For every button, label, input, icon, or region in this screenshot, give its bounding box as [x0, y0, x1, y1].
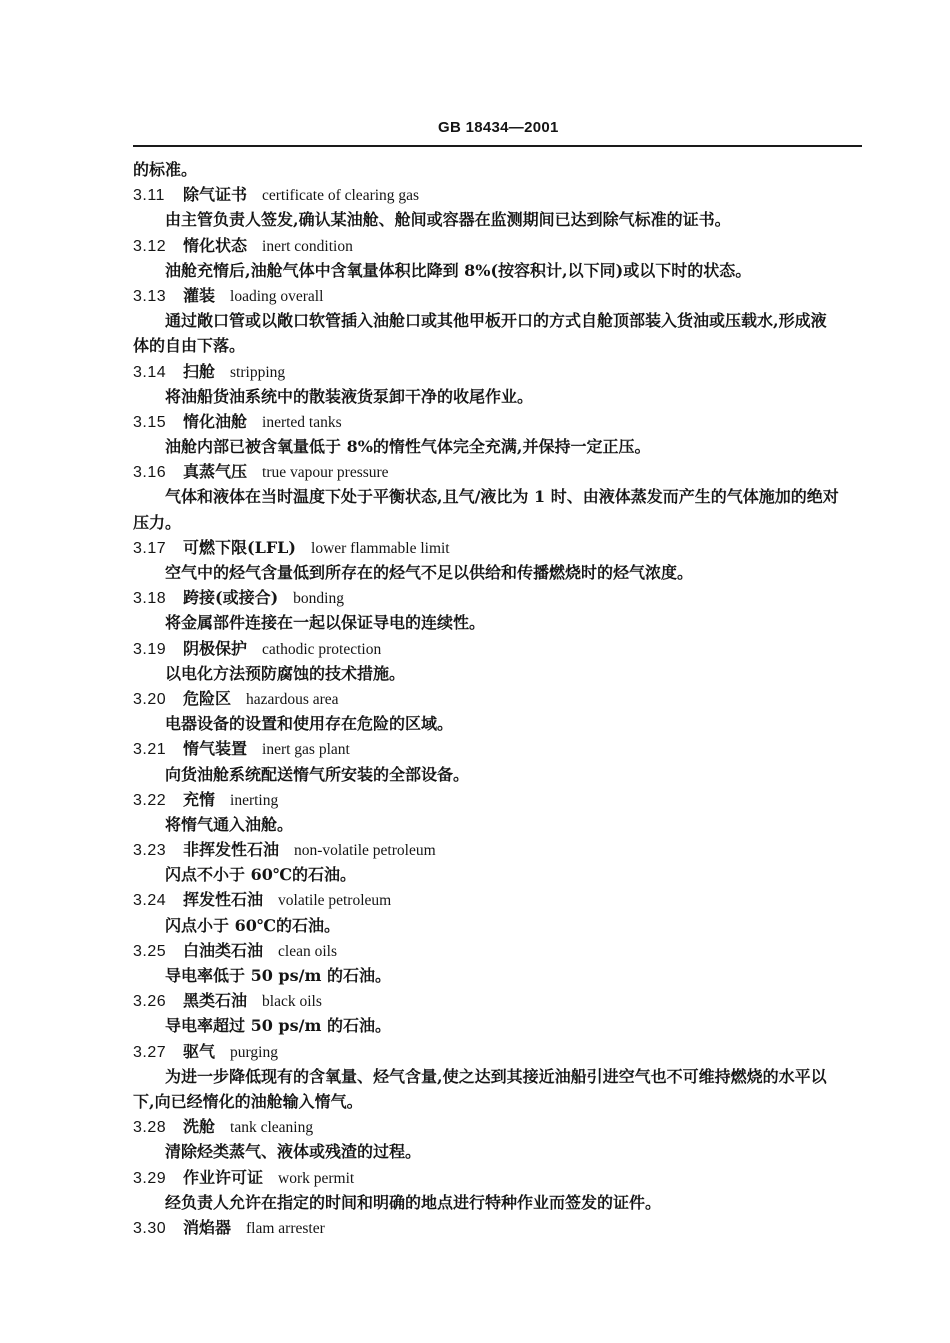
- definition-line-continued: 体的自由下落。: [133, 336, 246, 356]
- term-number: 3.14: [133, 363, 167, 381]
- term-entry-3-16: [133, 459, 862, 535]
- term-chinese: 除气证书: [183, 185, 248, 205]
- term-number: 3.13: [133, 287, 167, 305]
- term-chinese: 可燃下限(LFL): [183, 537, 297, 557]
- term-english: true vapour pressure: [262, 464, 389, 482]
- term-number: 3.15: [133, 413, 167, 431]
- definition-line: 将油船货油系统中的散装液货泵卸干净的收尾作业。: [165, 386, 534, 406]
- term-chinese: 危险区: [183, 688, 232, 708]
- term-english: certificate of clearing gas: [262, 187, 420, 205]
- term-english: flam arrester: [246, 1219, 325, 1237]
- term-heading: [133, 988, 862, 1013]
- term-heading: [133, 585, 862, 610]
- term-entry-3-13: [133, 283, 862, 359]
- term-entry-3-15: [133, 409, 862, 459]
- definition-line: 导电率低于 50 ps/m 的石油。: [165, 966, 391, 985]
- term-entry-3-27: [133, 1039, 862, 1115]
- term-chinese: 充惰: [183, 789, 216, 809]
- term-english: stripping: [230, 363, 286, 381]
- term-number: 3.30: [133, 1219, 167, 1237]
- term-english: cathodic protection: [262, 640, 382, 658]
- term-entry-3-30: [133, 1215, 862, 1240]
- term-english: lower flammable limit: [311, 539, 450, 557]
- term-heading: [133, 1215, 862, 1240]
- term-chinese: 惰化油舱: [183, 411, 248, 431]
- term-english: inert condition: [262, 237, 353, 255]
- term-entry-3-24: [133, 887, 862, 937]
- definition-line: 闪点不小于 60℃的石油。: [165, 865, 357, 885]
- term-heading: [133, 1039, 862, 1064]
- term-chinese: 阴极保护: [183, 638, 248, 658]
- term-number: 3.11: [133, 187, 165, 205]
- term-chinese: 非挥发性石油: [183, 840, 280, 860]
- term-chinese: 白油类石油: [183, 940, 264, 960]
- term-number: 3.28: [133, 1119, 167, 1137]
- term-entry-3-26: [133, 988, 862, 1038]
- term-chinese: 黑类石油: [183, 991, 248, 1011]
- term-entry-3-25: [133, 938, 862, 988]
- term-english: inerted tanks: [262, 413, 342, 431]
- term-entry-3-11: [133, 182, 862, 232]
- definition-line: 清除烃类蒸气、液体或残渣的过程。: [165, 1142, 422, 1162]
- continuation-text: 的标准。: [133, 160, 198, 179]
- definition-line: 以电化方法预防腐蚀的技术措施。: [165, 663, 406, 683]
- term-entry-3-23: [133, 837, 862, 887]
- term-chinese: 作业许可证: [183, 1167, 264, 1187]
- term-chinese: 灌装: [183, 285, 216, 305]
- definition-line-continued: 压力。: [133, 512, 182, 532]
- term-heading: [133, 233, 862, 258]
- term-chinese: 消焰器: [183, 1217, 232, 1237]
- definition-line: 将金属部件连接在一起以保证导电的连续性。: [165, 613, 486, 633]
- term-number: 3.23: [133, 842, 167, 860]
- term-english: non-volatile petroleum: [294, 842, 436, 860]
- term-number: 3.12: [133, 237, 167, 255]
- term-english: hazardous area: [246, 690, 339, 708]
- term-heading: [133, 736, 862, 761]
- definition-line: 由主管负责人签发,确认某油舱、舱间或容器在监测期间已达到除气标准的证书。: [165, 210, 731, 230]
- term-number: 3.16: [133, 464, 167, 482]
- term-number: 3.25: [133, 942, 167, 960]
- term-entry-3-14: [133, 359, 862, 409]
- term-english: inert gas plant: [262, 741, 350, 759]
- term-entry-3-28: [133, 1114, 862, 1164]
- header-rule: [133, 145, 862, 147]
- term-english: work permit: [278, 1169, 355, 1187]
- term-chinese: 真蒸气压: [183, 462, 248, 482]
- term-chinese: 洗舱: [183, 1117, 216, 1137]
- term-entry-3-20: [133, 686, 862, 736]
- term-heading: [133, 636, 862, 661]
- definition-line: 气体和液体在当时温度下处于平衡状态,且气/液比为 1 时、由液体蒸发而产生的气体施加的绝对: [165, 487, 839, 507]
- term-chinese: 挥发性石油: [183, 890, 264, 910]
- term-chinese: 扫舱: [183, 361, 216, 381]
- term-number: 3.22: [133, 791, 167, 809]
- definition-line: 空气中的烃气含量低到所存在的烃气不足以供给和传播燃烧时的烃气浓度。: [165, 563, 694, 582]
- definition-line: 为进一步降低现有的含氧量、烃气含量,使之达到其接近油船引进空气也不可维持燃烧的水平以: [165, 1066, 827, 1086]
- term-number: 3.18: [133, 590, 167, 608]
- definition-line: 经负责人允许在指定的时间和明确的地点进行特种作业而签发的证件。: [165, 1192, 662, 1212]
- term-list: [133, 157, 862, 1240]
- term-english: clean oils: [278, 942, 337, 960]
- term-entry-3-21: [133, 736, 862, 786]
- term-heading: [133, 686, 862, 711]
- term-number: 3.19: [133, 640, 167, 658]
- term-heading: [133, 1165, 862, 1190]
- term-entry-3-17: [133, 535, 862, 585]
- standard-code: GB 18434—2001: [438, 119, 559, 136]
- term-heading: [133, 938, 862, 963]
- definition-line: 将惰气通入油舱。: [165, 814, 294, 834]
- term-english: tank cleaning: [230, 1119, 314, 1137]
- term-heading: [133, 887, 862, 912]
- term-heading: [133, 359, 862, 384]
- term-heading: [133, 459, 862, 484]
- term-heading: [133, 1114, 862, 1139]
- definition-line-continued: 下,向已经惰化的油舱输入惰气。: [133, 1091, 363, 1111]
- term-english: inerting: [230, 791, 279, 809]
- term-number: 3.24: [133, 892, 167, 910]
- term-number: 3.26: [133, 993, 167, 1011]
- term-english: loading overall: [230, 287, 324, 305]
- definition-line: 油舱充惰后,油舱气体中含氧量体积比降到 8%(按容积计,以下同)或以下时的状态。: [165, 260, 752, 280]
- term-chinese: 跨接(或接合): [183, 588, 279, 608]
- term-chinese: 惰化状态: [183, 235, 248, 255]
- term-entry-3-12: [133, 233, 862, 283]
- term-heading: [133, 787, 862, 812]
- term-heading: [133, 409, 862, 434]
- term-chinese: 惰气装置: [183, 739, 248, 759]
- definition-line: 闪点小于 60℃的石油。: [165, 915, 341, 935]
- term-heading: [133, 182, 862, 207]
- term-english: volatile petroleum: [278, 892, 392, 910]
- term-english: black oils: [262, 993, 322, 1011]
- term-number: 3.21: [133, 741, 167, 759]
- term-chinese: 驱气: [183, 1041, 216, 1061]
- definition-line: 通过敞口管或以敞口软管插入油舱口或其他甲板开口的方式自舱顶部装入货油或压载水,形成液: [165, 311, 827, 331]
- term-number: 3.20: [133, 690, 167, 708]
- term-entry-3-19: [133, 636, 862, 686]
- definition-line: 油舱内部已被含氧量低于 8%的惰性气体完全充满,并保持一定正压。: [165, 437, 651, 457]
- term-heading: [133, 283, 862, 308]
- term-heading: [133, 535, 862, 560]
- term-number: 3.27: [133, 1043, 167, 1061]
- term-entry-3-22: [133, 787, 862, 837]
- term-english: bonding: [293, 590, 344, 608]
- definition-line: 电器设备的设置和使用存在危险的区域。: [165, 714, 454, 734]
- definition-line: 导电率超过 50 ps/m 的石油。: [165, 1016, 391, 1036]
- term-number: 3.17: [133, 539, 167, 557]
- term-entry-3-29: [133, 1165, 862, 1215]
- term-entry-3-18: [133, 585, 862, 635]
- term-number: 3.29: [133, 1169, 167, 1187]
- term-english: purging: [230, 1043, 278, 1061]
- definition-line: 向货油舱系统配送惰气所安装的全部设备。: [165, 764, 470, 784]
- term-heading: [133, 837, 862, 862]
